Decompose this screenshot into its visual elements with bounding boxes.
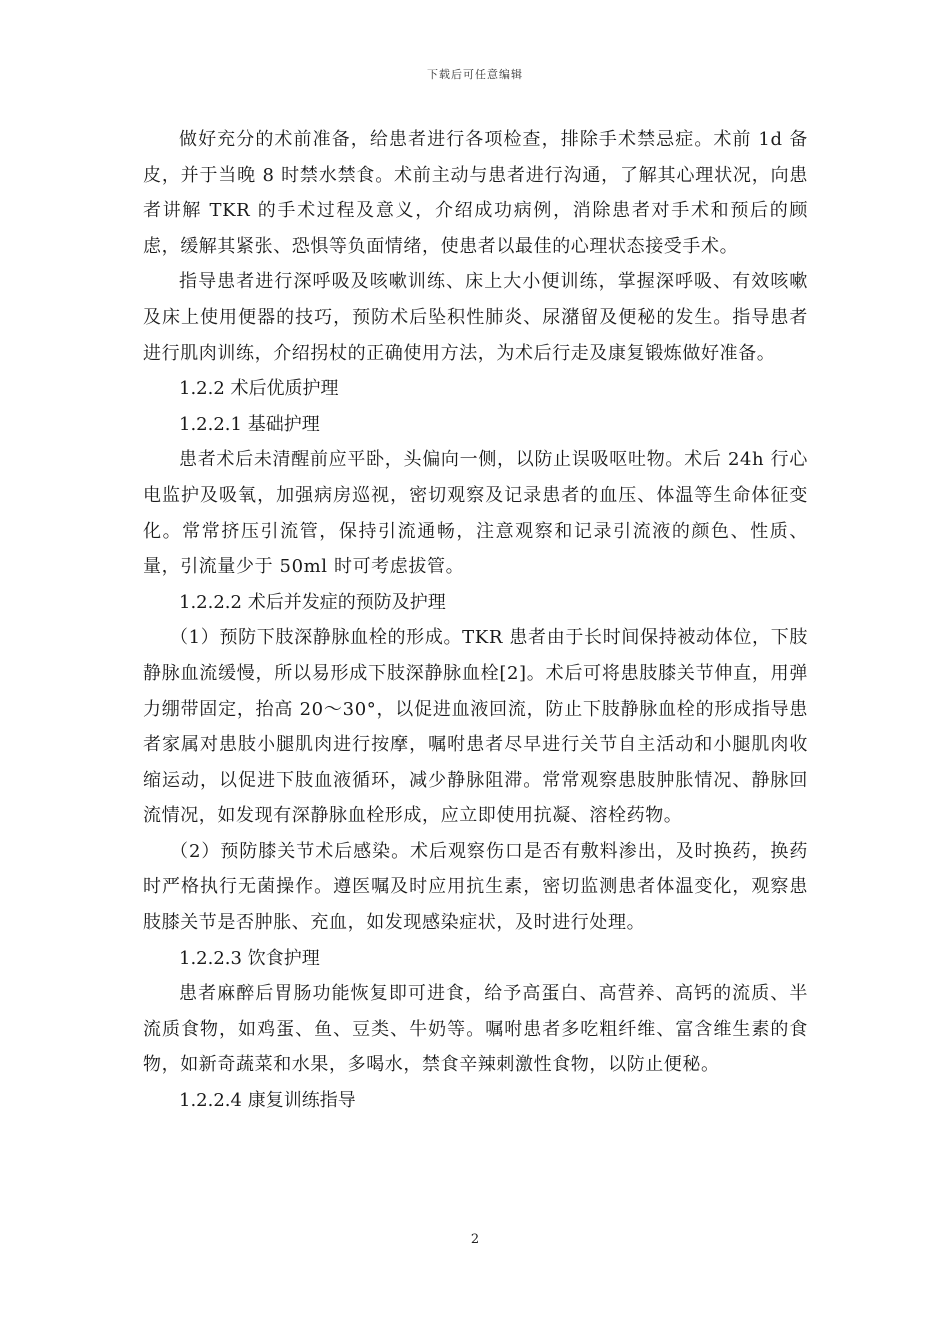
paragraph-infection-prevention: （2）预防膝关节术后感染。术后观察伤口是否有敷料渗出，及时换药，换药时严格执行无菌操作。遵医嘱及时应用抗生素，密切监测患者体温变化，观察患肢膝关节是否肿胀、充血，如发现感染症状，及时进行处理。 (143, 840, 808, 934)
header-note: 下载后可任意编辑 (427, 68, 523, 81)
paragraph-dvt-prevention: （1）预防下肢深静脉血栓的形成。TKR 患者由于长时间保持被动体位，下肢静脉血流缓慢，所以易形成下肢深静脉血栓[2]。术后可将患肢膝关节伸直，用弹力绷带固定，抬高 20～30°，以促进血液回流，防止下肢静脉血栓的形成指导患者家属对患肢小腿肌肉进行按摩，嘱咐患者尽早进行关节自主活动和小腿肌肉收缩运动，以促进下肢血液循环，减少静脉阻滞。常常观察患肢肿胀情况、静脉回流情况，如发现有深静脉血栓形成，应立即使用抗凝、溶栓药物。 (143, 627, 808, 827)
section-heading-diet-care: 1.2.2.3 饮食护理 (179, 947, 320, 969)
paragraph-basic-care: 患者术后未清醒前应平卧，头偏向一侧，以防止误吸呕吐物。术后 24h 行心电监护及吸氧，加强病房巡视，密切观察及记录患者的血压、体温等生命体征变化。常常挤压引流管，保持引流通畅，注意观察和记录引流液的颜色、性质、量，引流量少于 50ml 时可考虑拔管。 (143, 449, 808, 578)
section-heading-postop-care: 1.2.2 术后优质护理 (179, 378, 339, 400)
paragraph-diet-care: 患者麻醉后胃肠功能恢复即可进食，给予高蛋白、高营养、高钙的流质、半流质食物，如鸡蛋、鱼、豆类、牛奶等。嘱咐患者多吃粗纤维、富含维生素的食物，如新奇蔬菜和水果，多喝水，禁食辛辣刺激性食物，以防止便秘。 (143, 983, 808, 1076)
paragraph-preop-preparation: 做好充分的术前准备，给患者进行各项检查，排除手术禁忌症。术前 1d 备皮，并于当晚 8 时禁水禁食。术前主动与患者进行沟通，了解其心理状况，向患者讲解 TKR 的手术过程及意义，介绍成功病例，消除患者对手术和预后的顾虑，缓解其紧张、恐惧等负面情绪，使患者以最佳的心理状态接受手术。 (143, 129, 808, 257)
section-heading-rehab-guidance: 1.2.2.4 康复训练指导 (179, 1090, 356, 1112)
section-heading-basic-care: 1.2.2.1 基础护理 (179, 413, 320, 435)
document-body (143, 122, 808, 1119)
paragraph-breathing-training: 指导患者进行深呼吸及咳嗽训练、床上大小便训练，掌握深呼吸、有效咳嗽及床上使用便器的技巧，预防术后坠积性肺炎、尿潴留及便秘的发生。指导患者进行肌肉训练，介绍拐杖的正确使用方法，为术后行走及康复锻炼做好准备。 (143, 271, 808, 364)
section-heading-complications: 1.2.2.2 术后并发症的预防及护理 (179, 591, 446, 613)
page-number: 2 (470, 1232, 480, 1247)
